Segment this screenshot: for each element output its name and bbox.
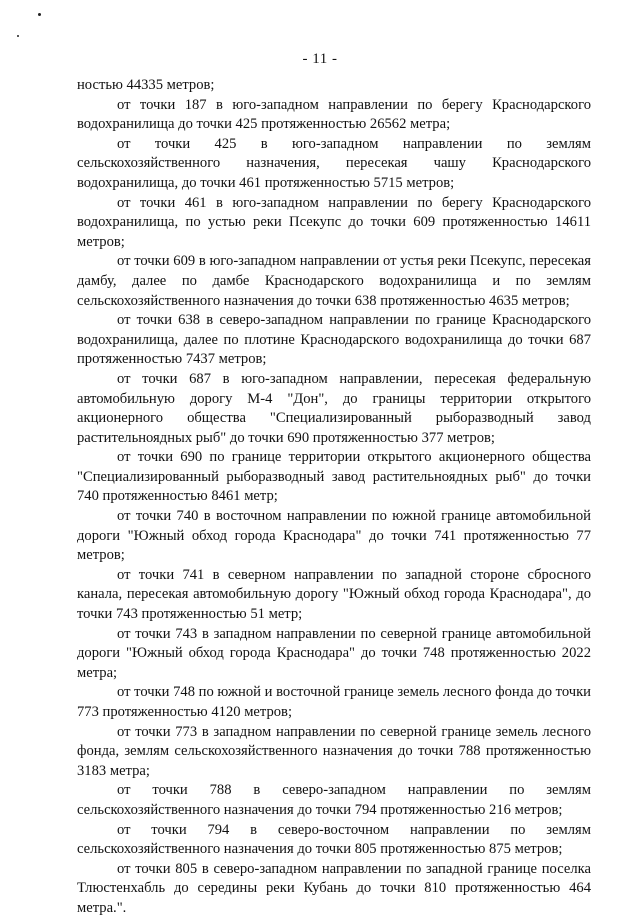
paragraph: от точки 187 в юго-западном направлении по берегу Краснодарского водохранилища до точки 425 протяженностью 26562 метра;	[77, 96, 591, 133]
scan-speck-icon	[17, 35, 19, 37]
paragraph: от точки 788 в северо-западном направлении по землям сельскохозяйственного назначения до точки 794 протяженностью 216 метров;	[77, 782, 591, 818]
scan-speck-icon	[38, 13, 41, 16]
paragraph: от точки 748 по южной и восточной границе земель лесного фонда до точки 773 протяженностью 4120 метров;	[77, 684, 591, 720]
paragraph: от точки 773 в западном направлении по северной границе земель лесного фонда, землям сельскохозяйственного назначения до точки 788 протяженностью 3183 метра;	[77, 723, 591, 779]
paragraph: от точки 741 в северном направлении по западной стороне сбросного канала, пересекая автомобильную дорогу "Южный обход города Краснодара", до точки 743 протяженностью 51 метр;	[77, 566, 591, 623]
paragraph: от точки 690 по границе территории открытого акционерного общества "Специализированный рыборазводный завод растительноядных рыб" до точки 740 протяженностью 8461 метр;	[77, 449, 591, 505]
page-number: - 11 -	[302, 51, 338, 67]
paragraph: от точки 425 в юго-западном направлении по землям сельскохозяйственного назначения, пересекая чашу Краснодарского водохранилища, до точки 461 протяженностью 5715 метров;	[77, 135, 591, 191]
paragraph: от точки 687 в юго-западном направлении, пересекая федеральную автомобильную дорогу М-4 "Дон", до границы территории открытого акционерного общества "Специализированный рыборазводный завод растительноядных рыб" до точки 690 протяженностью 377 метров;	[77, 370, 591, 446]
document-body	[77, 76, 591, 919]
paragraph: от точки 638 в северо-западном направлении по границе Краснодарского водохранилища, далее по плотине Краснодарского водохранилища до точки 687 протяженностью 7437 метров;	[77, 312, 591, 368]
paragraph: от точки 743 в западном направлении по северной границе автомобильной дороги "Южный обход города Краснодара" до точки 748 протяженностью 2022 метра;	[77, 625, 591, 681]
paragraph: от точки 461 в юго-западном направлении по берегу Краснодарского водохранилища, по устью реки Псекупс до точки 609 протяженностью 14611 метров;	[77, 194, 591, 250]
paragraph: ностью 44335 метров;	[77, 77, 215, 93]
paragraph: от точки 609 в юго-западном направлении от устья реки Псекупс, пересекая дамбу, далее по дамбе Краснодарского водохранилища и по землям сельскохозяйственного назначения до точки 638 протяженностью 4635 метров;	[77, 253, 591, 309]
paragraph: от точки 794 в северо-восточном направлении по землям сельскохозяйственного назначения до точки 805 протяженностью 875 метров;	[77, 821, 591, 858]
paragraph: от точки 740 в восточном направлении по южной границе автомобильной дороги "Южный обход города Краснодара" до точки 741 протяженностью 77 метров;	[77, 508, 591, 564]
paragraph: от точки 805 в северо-западном направлении по западной границе поселка Тлюстенхабль до середины реки Кубань до точки 810 протяженностью 464 метра.".	[77, 860, 591, 916]
